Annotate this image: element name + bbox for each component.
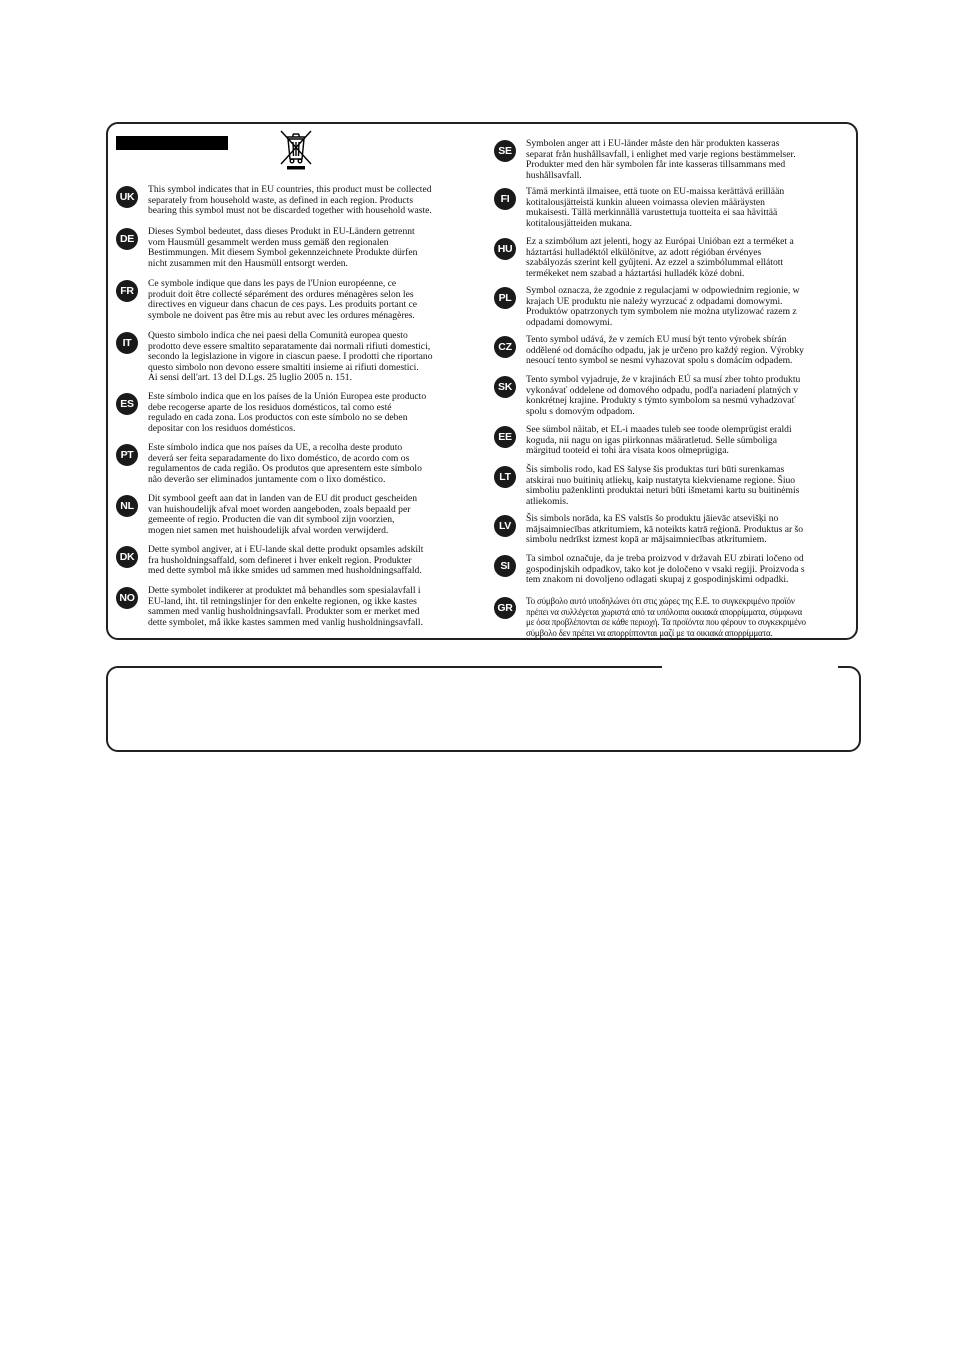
border-gap <box>662 664 838 670</box>
language-notice-text: Dit symbool geeft aan dat in landen van de EU dit product gescheiden van huishoudelijk afval moet worden aangeboden, zoals bepaald per gemeente of regio. Producten die van dit symbool zijn voorzien, mogen niet samen met huishoudelijk afval worden verwijderd. <box>148 493 418 536</box>
language-badge: DK <box>116 546 138 568</box>
language-badge: SE <box>494 140 516 162</box>
language-notice-text: Este símbolo indica que nos países da UE, a recolha deste produto deverá ser feita separadamente do lixo doméstico, de acordo com os regulamentos de cada região. Os produtos que apresentem este símbolo não deverão ser eliminados juntamente com o lixo doméstico. <box>148 442 422 485</box>
language-notice-text: Dette symbol angiver, at i EU-lande skal dette produkt opsamles adskilt fra husholdningsaffald, som defineret i hver enkelt region. Produkter med dette symbol må ikke smides ud sammen med husholdningsaffald. <box>148 544 424 577</box>
language-badge: DE <box>116 228 138 250</box>
language-badge: PL <box>494 287 516 309</box>
language-notice-text: Symbolen anger att i EU-länder måste den här produkten kasseras separat från hushållsavfall, i enlighet med varje regions bestämmelser. Produkter med den här symbolen får inte kasseras tillsammans med hushållsavfall. <box>526 138 796 181</box>
language-badge: SK <box>494 376 516 398</box>
language-notice-text: Šis simbolis rodo, kad ES šalyse šis produktas turi būti surenkamas atskirai nuo buitinių atliekų, kaip nustatyta kiekviename regione. Šiuo simboliu paženklinti produktai neturi būti išmetami kartu su buitinėmis atliekomis. <box>526 464 800 507</box>
language-notice-text: Dette symbolet indikerer at produktet må behandles som spesialavfall i EU-land, iht. til retningslinjer for den enkelte regionen, og ikke kastes sammen med vanlig husholdningsavfall. Produkter som er merket med dette symbolet, må ikke kastes sammen med vanlig husholdningsavfall. <box>148 585 423 628</box>
language-badge: SI <box>494 555 516 577</box>
language-notice-text: Tento symbol vyjadruje, že v krajinách EÚ sa musí zber tohto produktu vykonávať oddelene od domového odpadu, podľa nariadení platných v konkrétnej krajine. Produkty s týmto symbolom sa nesmú vyhadzovať spolu s domovým odpadom. <box>526 374 801 417</box>
language-notice-text: Šis simbols norāda, ka ES valstīs šo produktu jāievāc atsevišķi no mājsaimniecības atkritumiem, kā noteikts katrā reģionā. Produktus ar šo simbolu nedrīkst izmest kopā ar mājsaimniecības atkritumiem. <box>526 513 804 546</box>
language-notice-text: Tämä merkintä ilmaisee, että tuote on EU-maissa kerättävä erillään kotitalousjätteistä kunkin alueen voimassa olevien määräysten mukaisesti. Tällä merkinnällä varustettuja tuotteita ei saa hävittää kotitalousjätteiden mukana. <box>526 186 785 229</box>
language-badge: ES <box>116 393 138 415</box>
language-badge: CZ <box>494 336 516 358</box>
language-badge: LT <box>494 466 516 488</box>
language-notice-text: Tento symbol udává, že v zemích EU musí být tento výrobek sbírán oddělené od domácího odpadu, jak je určeno pro každý region. Výrobky nesoucí tento symbol se nesmí vyhazovat spolu s domácím odpadem. <box>526 334 804 367</box>
language-badge: PT <box>116 444 138 466</box>
language-notice-text: Dieses Symbol bedeutet, dass dieses Produkt in EU-Ländern getrennt vom Hausmüll gesammelt werden muss gemäß den regionalen Bestimmungen. Mit diesem Symbol gekennzeichnete Produkte dürfen nicht zusammen mit den Hausmüll entsorgt werden. <box>148 226 418 269</box>
language-badge: UK <box>116 186 138 208</box>
language-notice-text: Este símbolo indica que en los países de la Unión Europea este producto debe recogerse aparte de los residuos domésticos, tal como esté regulado en cada zona. Los productos con este símbolo no se deben depositar con los residuos domésticos. <box>148 391 427 434</box>
crossed-out-wheelie-bin-icon <box>278 128 314 170</box>
language-badge: HU <box>494 238 516 260</box>
language-badge: NO <box>116 587 138 609</box>
language-notice-text: Questo simbolo indica che nei paesi della Comunità europea questo prodotto deve essere smaltito separatamente dai normali rifiuti domestici, secondo la legislazione in vigore in ciascun paese. I prodotti che riportano questo simbolo non devono essere smaltiti insieme ai rifiuti domestici. Ai sensi dell'art. 13 del D.Lgs. 25 luglio 2005 n. 151. <box>148 330 433 384</box>
language-notice-text: Symbol oznacza, że zgodnie z regulacjami w odpowiednim regionie, w krajach UE produktu nie należy wyrzucać z odpadami domowymi. Produktów opatrzonych tym symbolem nie można utylizować razem z odpadami domowymi. <box>526 285 800 328</box>
language-notice-text: Ce symbole indique que dans les pays de l'Union européenne, ce produit doit être collecté séparément des ordures ménagères selon les directives en vigueur dans chacun de ces pays. Les produits portant ce symbole ne doivent pas être mis au rebut avec les ordures ménagères. <box>148 278 418 321</box>
language-badge: NL <box>116 495 138 517</box>
language-notice-text: This symbol indicates that in EU countries, this product must be collected separately from household waste, as defined in each region. Products bearing this symbol must not be discarded together with household waste. <box>148 184 432 217</box>
language-badge: IT <box>116 332 138 354</box>
info-panel <box>106 666 861 752</box>
language-badge: FI <box>494 188 516 210</box>
language-notice-text: Ta simbol označuje, da je treba proizvod v državah EU zbirati ločeno od gospodinjskih odpadkov, tako kot je določeno v vsaki regiji. Proizvoda s tem znakom ni dovoljeno odlagati skupaj z gospodinjskimi odpadki. <box>526 553 805 586</box>
language-badge: FR <box>116 280 138 302</box>
weee-notice-panel <box>106 122 858 640</box>
language-badge: GR <box>494 597 516 619</box>
language-badge: EE <box>494 426 516 448</box>
language-notice-text: Ez a szimbólum azt jelenti, hogy az Európai Unióban ezt a terméket a háztartási hulladéktól elkülönítve, az adott régióban érvényes szabályozás szerint kell gyűjteni. Az ezzel a szimbólummal ellátott termékeket nem szabad a háztartási hulladék közé dobni. <box>526 236 794 279</box>
language-notice-text: Το σύμβολο αυτό υποδηλώνει ότι στις χώρες της Ε.Ε. το συγκεκριμένο προϊόν πρέπει να συλλέγεται χωριστά από τα υπόλοιπα οικιακά απορρίμματα, σύμφωνα με όσα προβλέπονται σε κάθε περιοχή. Τα προϊόντα που φέρουν το συγκεκριμένο σύμβολο δεν πρέπει να απορρίπτονται μαζί με τα οικιακά απορρίμματα. <box>526 596 806 638</box>
language-badge: LV <box>494 515 516 537</box>
language-notice-text: See sümbol näitab, et EL-i maades tuleb see toode olemprügist eraldi koguda, nii nagu on igas piirkonnas määratletud. Selle sümboliga märgitud tooteid ei tohi ära visata koos olmeprügiga. <box>526 424 792 457</box>
section-heading-bar <box>116 136 228 150</box>
